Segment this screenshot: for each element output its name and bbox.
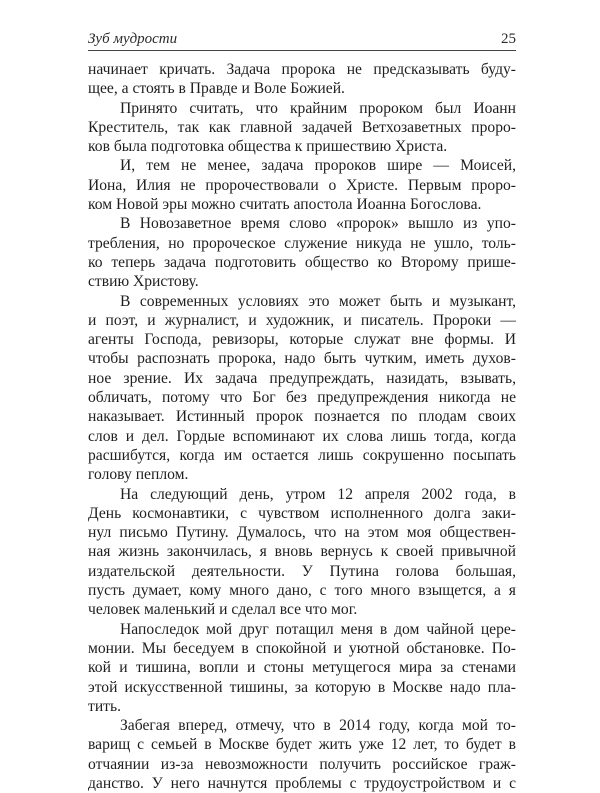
text-line: День космонавтики, с чувством исполненного долга заки- bbox=[88, 504, 516, 522]
text-line: ствию Христову. bbox=[88, 273, 199, 291]
text-line: требления, но пророческое служение никуда не ушло, толь- bbox=[88, 234, 516, 252]
text-line: Креститель, так как главной задачей Ветхозаветных проро- bbox=[88, 118, 516, 136]
text-line: слов и дел. Гордые вспоминают их слова лишь тогда, когда bbox=[88, 427, 516, 445]
text-line: щее, а стоять в Правде и Воле Божией. bbox=[88, 80, 345, 98]
text-line: варищ с семьей в Москве будет жить уже 12 лет, то будет в bbox=[88, 736, 516, 754]
text-line: ная жизнь закончилась, я вновь вернусь к своей привычной bbox=[88, 543, 516, 561]
text-line: тить. bbox=[88, 697, 121, 715]
text-line: ком Новой эры можно считать апостола Иоанна Богослова. bbox=[88, 196, 482, 214]
text-line: ное зрение. Их задача предупреждать, назидать, взывать, bbox=[88, 369, 516, 387]
running-head-title: Зуб мудрости bbox=[88, 31, 178, 47]
text-line: расшибутся, когда им остается лишь сокрушенно посыпать bbox=[88, 446, 516, 464]
text-line: отчаянии из-за невозможности получить российское граж- bbox=[88, 755, 516, 773]
text-line: И, тем не менее, задача пророков шире — Моисей, bbox=[120, 157, 516, 175]
text-line: Забегая вперед, отмечу, что в 2014 году, когда мой то- bbox=[120, 717, 516, 735]
text-line: Принято считать, что крайним пророком был Иоанн bbox=[120, 99, 516, 117]
text-line: Иона, Илия не пророчествовали о Христе. Первым проро- bbox=[88, 176, 516, 194]
text-line: голову пеплом. bbox=[88, 466, 189, 484]
text-line: В Новозаветное время слово «пророк» вышло из упо- bbox=[120, 215, 516, 233]
text-line: Напоследок мой друг потащил меня в дом чайной цере- bbox=[120, 620, 516, 638]
header-rule bbox=[88, 50, 516, 51]
text-line: нул письмо Путину. Думалось, что на этом моя обществен- bbox=[88, 524, 516, 542]
text-line: этой искусственной тишины, за которую в Москве надо пла- bbox=[88, 678, 516, 696]
text-line: монии. Мы беседуем в спокойной и уютной обстановке. По- bbox=[88, 639, 516, 657]
body-text bbox=[88, 60, 516, 793]
text-line: ко теперь задача подготовить общество ко Второму прише- bbox=[88, 253, 516, 271]
text-line: данство. У него начнутся проблемы с трудоустройством и с bbox=[88, 774, 516, 792]
text-line: издательской деятельности. У Путина голова большая, bbox=[88, 562, 516, 580]
text-line: чтобы распознать пророка, надо быть чутким, иметь духов- bbox=[88, 350, 516, 368]
running-head bbox=[88, 29, 516, 51]
text-line: пусть думает, кому много дано, с того много взыщется, а я bbox=[88, 582, 516, 600]
text-line: На следующий день, утром 12 апреля 2002 года, в bbox=[120, 485, 516, 503]
page-number: 25 bbox=[501, 31, 516, 47]
text-line: агенты Господа, ревизоры, которые служат вне формы. И bbox=[88, 331, 516, 349]
text-line: начинает кричать. Задача пророка не предсказывать буду- bbox=[88, 61, 516, 78]
text-line: ков была подготовка общества к пришествию Христа. bbox=[88, 138, 448, 156]
text-line: кой и тишина, вопли и стоны метущегося мира за стенами bbox=[88, 659, 516, 677]
text-line: В современных условиях это может быть и музыкант, bbox=[120, 292, 516, 310]
text-line: человек маленький и сделал все что мог. bbox=[88, 601, 358, 619]
text-line: наказывает. Истинный пророк познается по плодам своих bbox=[88, 408, 516, 426]
text-line: и поэт, и журналист, и художник, и писатель. Пророки — bbox=[88, 311, 516, 329]
text-line: обличать, потому что Бог без предупреждения никогда не bbox=[88, 389, 516, 407]
